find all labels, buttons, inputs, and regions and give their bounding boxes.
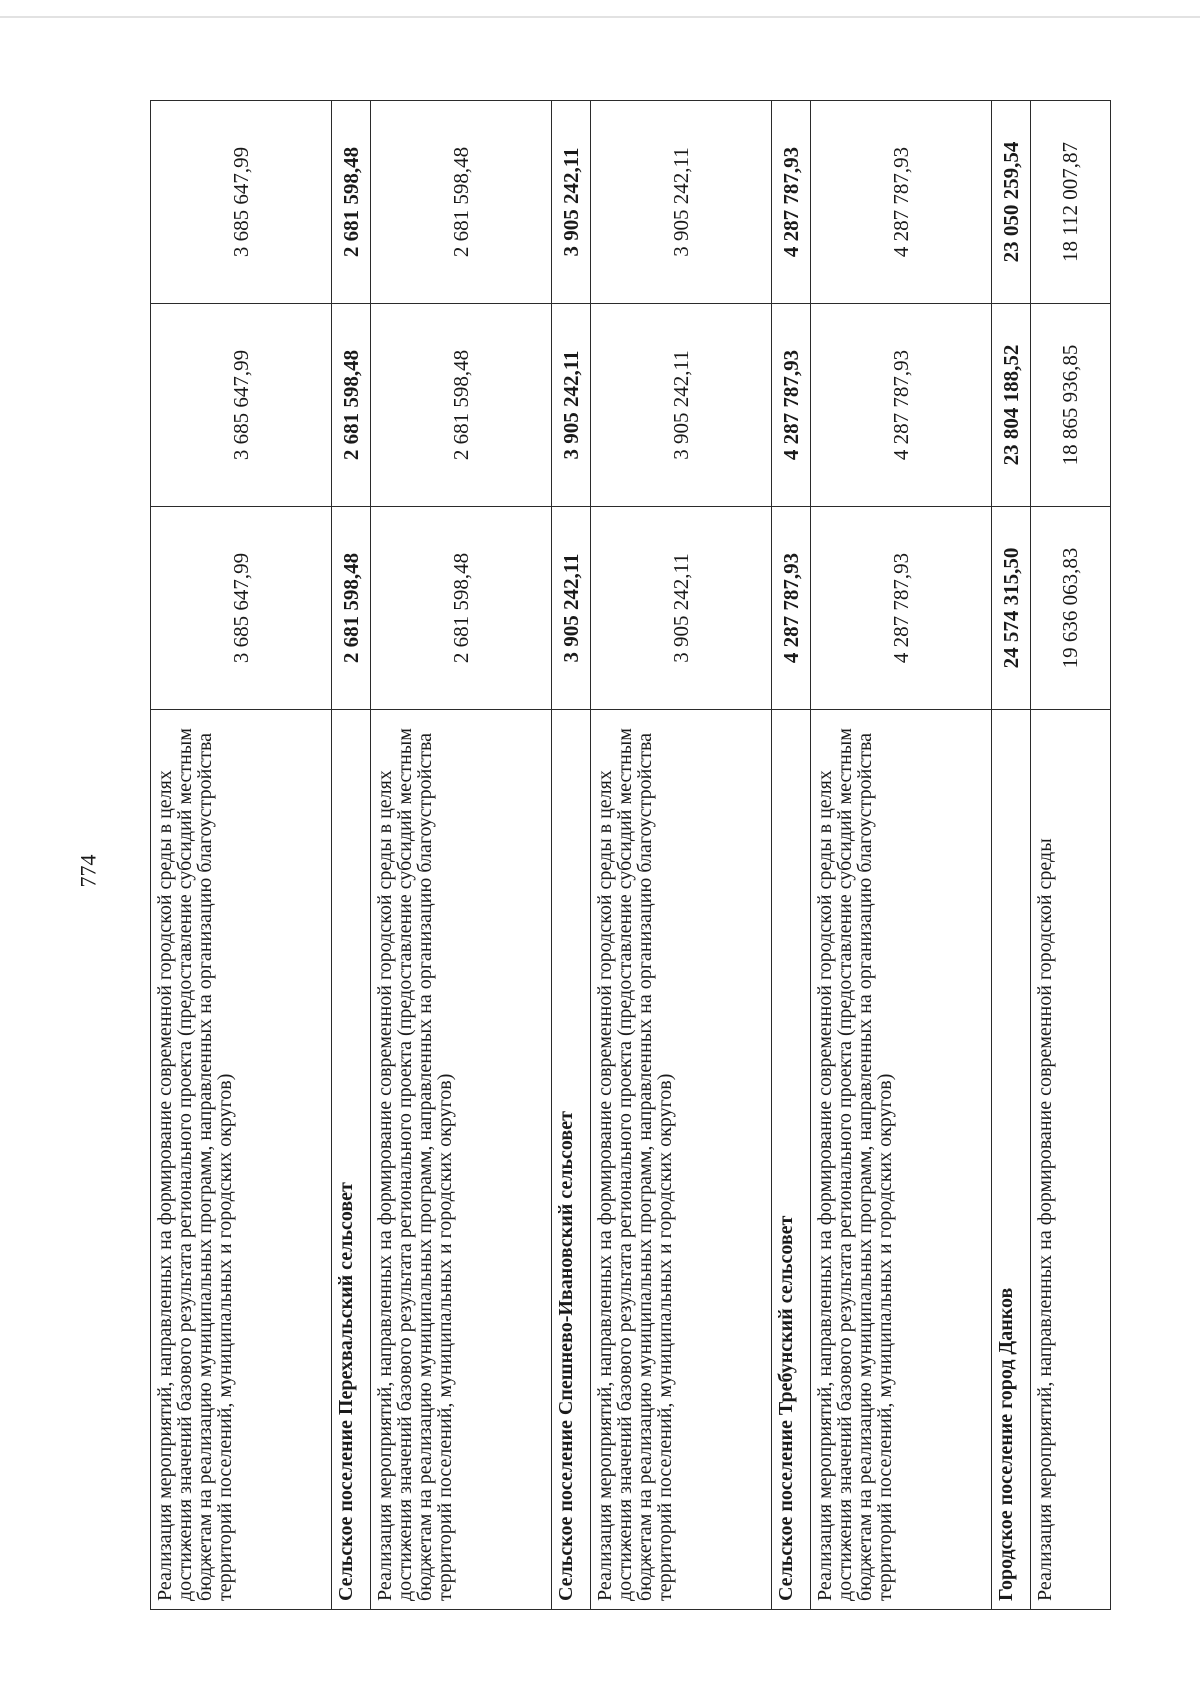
table-row [811, 101, 992, 1610]
row-name: Реализация мероприятий, направленных на формирование современной городской среды [1031, 710, 1111, 1610]
row-value-3: 4 287 787,93 [811, 101, 992, 304]
row-value-2: 3 905 242,11 [552, 304, 591, 507]
table-row [1031, 101, 1111, 1610]
row-name: Сельское поселение Перехвальский сельсовет [332, 710, 371, 1610]
table-row-total [992, 101, 1031, 1610]
row-value-2: 23 804 188,52 [992, 304, 1031, 507]
row-name: Сельское поселение Спешнево-Ивановский сельсовет [552, 710, 591, 1610]
table-row [591, 101, 772, 1610]
row-name: Реализация мероприятий, направленных на формирование современной городской среды в целях достижения значений базового результата регионального проекта (предоставление субсидий местным бюджетам на реализацию муниципальных программ, направленных на организацию благоустройства территорий поселений, муниципальных и городских округов) [811, 710, 992, 1610]
row-name: Реализация мероприятий, направленных на формирование современной городской среды в целях достижения значений базового результата регионального проекта (предоставление субсидий местным бюджетам на реализацию муниципальных программ, направленных на организацию благоустройства территорий поселений, муниципальных и городских округов) [151, 710, 332, 1610]
table-row-total [552, 101, 591, 1610]
row-value-3: 3 905 242,11 [552, 101, 591, 304]
row-value-3: 3 685 647,99 [151, 101, 332, 304]
row-name: Сельское поселение Требунский сельсовет [772, 710, 811, 1610]
row-value-1: 2 681 598,48 [371, 507, 552, 710]
row-name: Городское поселение город Данков [992, 710, 1031, 1610]
row-value-1: 3 905 242,11 [552, 507, 591, 710]
row-value-3: 3 905 242,11 [591, 101, 772, 304]
row-name: Реализация мероприятий, направленных на формирование современной городской среды в целях достижения значений базового результата регионального проекта (предоставление субсидий местным бюджетам на реализацию муниципальных программ, направленных на организацию благоустройства территорий поселений, муниципальных и городских округов) [591, 710, 772, 1610]
row-value-1: 3 685 647,99 [151, 507, 332, 710]
row-value-2: 4 287 787,93 [772, 304, 811, 507]
table-row-total [332, 101, 371, 1610]
row-value-3: 4 287 787,93 [772, 101, 811, 304]
row-value-2: 4 287 787,93 [811, 304, 992, 507]
table-row [151, 101, 332, 1610]
row-value-2: 18 865 936,85 [1031, 304, 1111, 507]
row-value-3: 2 681 598,48 [332, 101, 371, 304]
row-value-2: 2 681 598,48 [332, 304, 371, 507]
row-value-1: 4 287 787,93 [811, 507, 992, 710]
row-value-1: 24 574 315,50 [992, 507, 1031, 710]
row-value-3: 2 681 598,48 [371, 101, 552, 304]
row-value-2: 2 681 598,48 [371, 304, 552, 507]
row-value-2: 3 905 242,11 [591, 304, 772, 507]
page-number: 774 [75, 854, 101, 888]
table-row-total [772, 101, 811, 1610]
rotated-page-content [150, 100, 1082, 1610]
row-value-3: 23 050 259,54 [992, 101, 1031, 304]
row-value-3: 18 112 007,87 [1031, 101, 1111, 304]
budget-table [150, 100, 1111, 1610]
row-value-1: 19 636 063,83 [1031, 507, 1111, 710]
row-name: Реализация мероприятий, направленных на формирование современной городской среды в целях достижения значений базового результата регионального проекта (предоставление субсидий местным бюджетам на реализацию муниципальных программ, направленных на организацию благоустройства территорий поселений, муниципальных и городских округов) [371, 710, 552, 1610]
row-value-2: 3 685 647,99 [151, 304, 332, 507]
row-value-1: 2 681 598,48 [332, 507, 371, 710]
row-value-1: 3 905 242,11 [591, 507, 772, 710]
scan-edge-line [0, 16, 1200, 18]
table-row [371, 101, 552, 1610]
row-value-1: 4 287 787,93 [772, 507, 811, 710]
